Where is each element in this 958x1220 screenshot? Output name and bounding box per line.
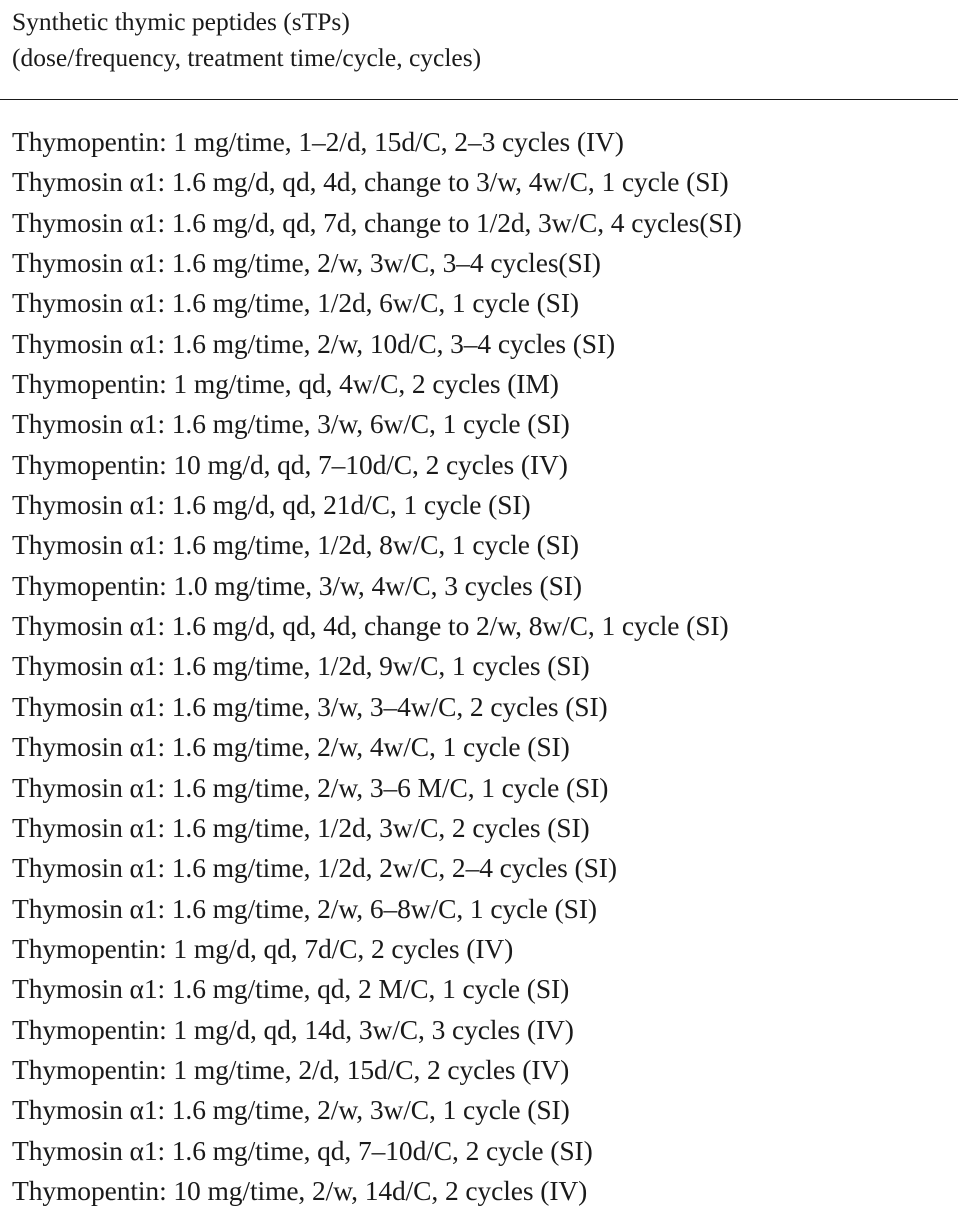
table-row: Thymosin α1: 1.6 mg/time, 2/w, 3–6 M/C, 1 cycle (SI): [12, 771, 609, 803]
table-row: Thymopentin: 1 mg/time, 1–2/d, 15d/C, 2–3 cycles (IV): [12, 126, 624, 157]
table-row: Thymosin α1: 1.6 mg/d, qd, 4d, change to 2/w, 8w/C, 1 cycle (SI): [12, 610, 729, 642]
table-row: Thymosin α1: 1.6 mg/time, 2/w, 10d/C, 3–4 cycles (SI): [12, 327, 616, 359]
regimen-list: [12, 122, 956, 1211]
table-row: Thymosin α1: 1.6 mg/time, 3/w, 6w/C, 1 cycle (SI): [12, 408, 570, 440]
table-row: Thymopentin: 1.0 mg/time, 3/w, 4w/C, 3 cycles (SI): [12, 569, 582, 601]
table-row: Thymosin α1: 1.6 mg/d, qd, 4d, change to 3/w, 4w/C, 1 cycle (SI): [12, 166, 729, 198]
table-row: Thymosin α1: 1.6 mg/time, qd, 2 M/C, 1 cycle (SI): [12, 973, 570, 1005]
table-row: Thymosin α1: 1.6 mg/time, 1/2d, 9w/C, 1 cycles (SI): [12, 650, 590, 682]
table-row: Thymosin α1: 1.6 mg/d, qd, 21d/C, 1 cycle (SI): [12, 489, 531, 521]
header-rule: [0, 99, 958, 100]
table-row: Thymosin α1: 1.6 mg/time, 2/w, 3w/C, 1 cycle (SI): [12, 1094, 570, 1126]
table-row: Thymopentin: 1 mg/time, 2/d, 15d/C, 2 cycles (IV): [12, 1053, 570, 1085]
table-row: Thymopentin: 1 mg/time, qd, 4w/C, 2 cycles (IM): [12, 368, 559, 400]
table-row: Thymosin α1: 1.6 mg/time, 2/w, 6–8w/C, 1 cycle (SI): [12, 892, 597, 924]
table-row: Thymosin α1: 1.6 mg/time, 1/2d, 8w/C, 1 cycle (SI): [12, 529, 579, 561]
column-header-title: Synthetic thymic peptides (sTPs): [12, 7, 350, 36]
table-row: Thymosin α1: 1.6 mg/time, 3/w, 3–4w/C, 2 cycles (SI): [12, 690, 608, 722]
table-row: Thymosin α1: 1.6 mg/time, qd, 7–10d/C, 2 cycle (SI): [12, 1134, 593, 1166]
table-row: Thymosin α1: 1.6 mg/time, 2/w, 4w/C, 1 cycle (SI): [12, 731, 570, 763]
table-column-header: [12, 4, 952, 76]
column-header-subtitle: (dose/frequency, treatment time/cycle, cycles): [12, 43, 482, 72]
table-row: Thymopentin: 1 mg/d, qd, 7d/C, 2 cycles (IV): [12, 932, 514, 964]
table-row: Thymopentin: 10 mg/time, 2/w, 14d/C, 2 cycles (IV): [12, 1174, 588, 1206]
table-row: Thymosin α1: 1.6 mg/time, 2/w, 3w/C, 3–4 cycles(SI): [12, 247, 601, 279]
table-row: Thymopentin: 10 mg/d, qd, 7–10d/C, 2 cycles (IV): [12, 448, 568, 480]
table-row: Thymopentin: 1 mg/d, qd, 14d, 3w/C, 3 cycles (IV): [12, 1013, 574, 1045]
table-row: Thymosin α1: 1.6 mg/time, 1/2d, 6w/C, 1 cycle (SI): [12, 287, 579, 319]
table-row: Thymosin α1: 1.6 mg/time, 1/2d, 2w/C, 2–4 cycles (SI): [12, 852, 617, 884]
table-row: Thymosin α1: 1.6 mg/d, qd, 7d, change to 1/2d, 3w/C, 4 cycles(SI): [12, 206, 742, 238]
table-row: Thymosin α1: 1.6 mg/time, 1/2d, 3w/C, 2 cycles (SI): [12, 811, 590, 843]
